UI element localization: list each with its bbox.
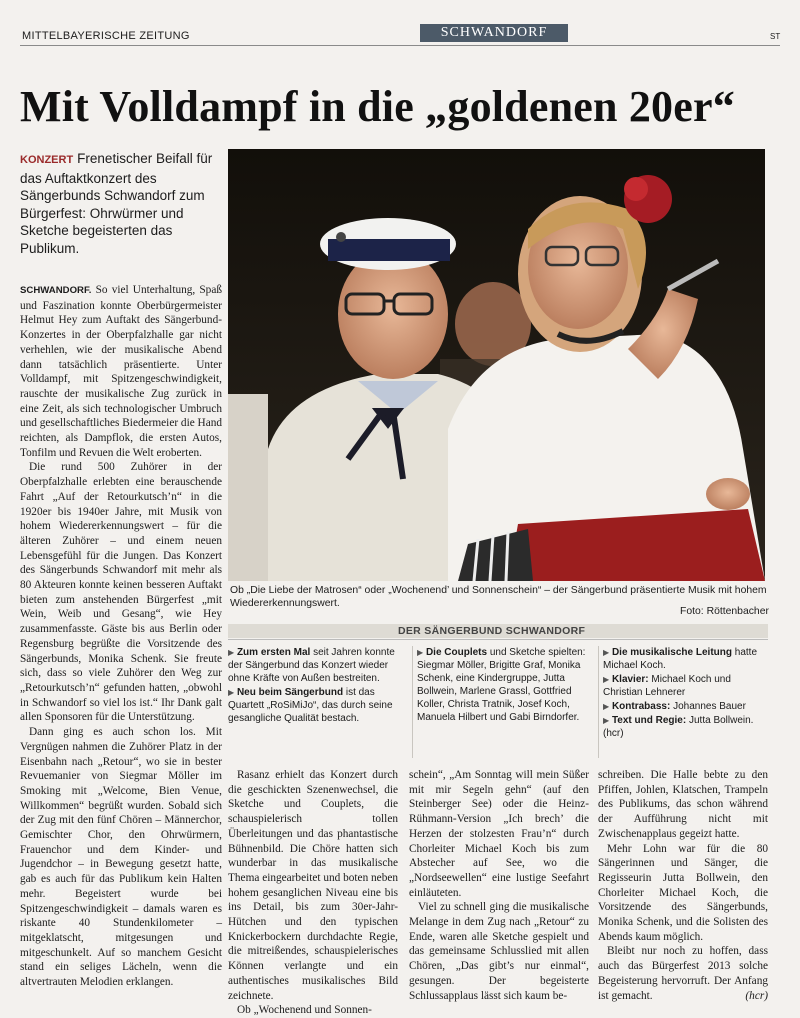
infobox-item-text: ist das Quartett „RoSiMiJo“, das durch seine gesangliche Qualität bestach. bbox=[228, 687, 393, 724]
photo-caption: Ob „Die Liebe der Matrosen“ oder „Wochenend’ und Sonnenschein“ – der Sängerbund präsentierte Musik mit hohem Wiedererkennungswert. bbox=[230, 585, 767, 609]
paragraph: Rasanz erhielt das Konzert durch die geschickten Szenenwechsel, die Sketche und Couplets, die schauspielerisch tollen Überleitungen und das phantastische Bühnenbild. Die Chöre hatten sich wunderbar in das musikalische Thema eingearbeitet und boten neben hohem gesanglichen Niveau eine bis ins Detail, bis zum 30er-Jahr-Hütchen und den typischen Knickerbockern durchdachte Regie, die mitreißendes, schauspielerisches Können verlangte und ein authentisches musikalisches Bild zeichnete. bbox=[228, 769, 399, 1002]
newspaper-name: MITTELBAYERISCHE ZEITUNG bbox=[22, 30, 190, 42]
article-column-bottom-1 bbox=[228, 768, 398, 1018]
arrow-icon: ▶ bbox=[228, 648, 235, 657]
author-signature: (hcr) bbox=[745, 989, 768, 1002]
infobox-item-lead: Zum ersten Mal bbox=[236, 647, 311, 658]
paragraph bbox=[598, 944, 768, 1003]
infobox-item-lead: Text und Regie: bbox=[611, 715, 687, 726]
infobox-item bbox=[417, 646, 597, 724]
paragraph-text: Bleibt nur noch zu hoffen, dass auch das Bürgerfest 2013 solche Begeisterung hervorruft. Der Anfang ist gemacht. bbox=[598, 945, 768, 1002]
arrow-icon: ▶ bbox=[603, 675, 610, 684]
article-photo bbox=[228, 149, 765, 581]
paragraph: Viel zu schnell ging die musikalische Melange in dem Zug nach „Retour“ zu Ende, waren alle Sketche gespielt und das gemeinsame Schlusslied mit allen Chören, „Das gibt’s nur einmal“, gesungen. Der begeisterte Schlussapplaus lässt sich kaum be- bbox=[409, 901, 589, 1002]
article-column-bottom-3 bbox=[598, 768, 768, 1003]
infobox-item-lead: Die Couplets bbox=[425, 647, 488, 658]
infobox-column-1 bbox=[228, 646, 412, 726]
infobox-item-text: hatte Michael Koch. bbox=[603, 647, 758, 671]
article-column-bottom-2 bbox=[409, 768, 589, 1003]
teaser-text: Frenetischer Beifall für das Auftaktkonzert des Sängerbunds Schwandorf zum Bürgerfest: Ohrwürmer und Sketche begeisterten das Publikum. bbox=[20, 151, 213, 256]
page-stub: ST bbox=[770, 32, 781, 41]
infobox-item-text: Michael Koch und Christian Lehnerer bbox=[603, 674, 731, 698]
arrow-icon: ▶ bbox=[603, 648, 610, 657]
infobox-item-lead: Kontrabass: bbox=[611, 701, 671, 712]
article-headline: Mit Volldampf in die „goldenen 20er“ bbox=[20, 82, 735, 131]
paragraph bbox=[20, 283, 222, 460]
arrow-icon: ▶ bbox=[603, 716, 610, 725]
photo-credit: Foto: Röttenbacher bbox=[680, 606, 769, 617]
paragraph: schein“, „Am Sonntag will mein Süßer mit mir Segeln gehn“ (auf den Steinberger See) oder die Heinz-Rühmann-Version „Ich brech’ die Herzen der stolzesten Frau’n“ durch Chorleiter Michael Koch bis zum Abstecher auf See, wo die „Nordseewellen“ eine lustige Seefahrt einläuteten. bbox=[409, 769, 589, 899]
infobox-divider bbox=[228, 639, 768, 640]
infobox-column-2 bbox=[417, 646, 597, 725]
column-divider bbox=[598, 646, 599, 758]
article-column-left bbox=[20, 283, 222, 990]
header-divider bbox=[20, 45, 780, 46]
infobox-item bbox=[603, 673, 771, 699]
infobox-item-text: Johannes Bauer bbox=[673, 701, 746, 712]
paragraph: Mehr Lohn war für die 80 Sängerinnen und Sänger, die Regisseurin Jutta Bollwein, den Chorleiter Michael Koch, die Vorsitzende des Sängerbunds, Monika Schenk, und die Solisten des Abends kaum möglich. bbox=[598, 842, 768, 943]
infobox-column-3 bbox=[603, 646, 771, 741]
infobox-item bbox=[603, 700, 771, 713]
section-label: SCHWANDORF bbox=[420, 24, 568, 42]
paragraph-text: So viel Unterhaltung, Spaß und Faszination konnte Oberbürgermeister Helmut Hey zum Auftakt des Sängerbund-Konzertes in der Oberpfalzhalle gar nicht verhehlen, wie der musikalische Abend dann tatsächlich präsentierte. Unter Volldampf, mit Spitzengeschwindigkeit, rauschte der musikalische Zug zurück in eine Zeit, als sich technologischer Umbruch und gesellschaftliches Biedermeier die Hand reichten, als Dampflok, die ersten Autos, Tonfilm und Revuen die Welt eroberten. bbox=[20, 284, 223, 459]
infobox-item-text: Jutta Bollwein. (hcr) bbox=[603, 715, 754, 739]
teaser-kicker: KONZERT bbox=[20, 154, 74, 166]
arrow-icon: ▶ bbox=[603, 702, 610, 711]
infobox-item-lead: Neu beim Sängerbund bbox=[236, 687, 344, 698]
infobox-item bbox=[603, 714, 771, 740]
paragraph: schreiben. Die Halle bebte zu den Pfiffen, Johlen, Klatschen, Trampeln des Publikums, das schon während der Aufführung nicht mit Zwischenapplaus gegeizt hatte. bbox=[598, 769, 768, 840]
arrow-icon: ▶ bbox=[228, 688, 235, 697]
infobox-item bbox=[603, 646, 771, 672]
paragraph: Dann ging es auch schon los. Mit Vergnügen nahmen die Zuhörer Platz in der Eisenbahn nach „Retour“, wo sie in bester Revuemanier von Siegmar Möller im Smoking mit „Welcome, Bien Venue, Willkommen“ begrüßt wurden. Sobald sich der Zug mit den fünf Chören – Männerchor, Gemischter Chor, den Ohrwürmern, Frauenchor und dem Kinder- und Jugendchor – in Bewegung gesetzt hatte, gab es auch für das Publikum kein Halten mehr. Begeistert wurde bei Spitzengeschwindigkeit – damals waren es riskante 40 Stundenkilometer – mitgeklatscht, mitgesungen und mitgeschunkelt. Auf so manchem Gesicht stand ein seliges Lächeln, wenn die altvertrauten Melodien erklangen. bbox=[20, 726, 222, 989]
arrow-icon: ▶ bbox=[417, 648, 424, 657]
article-teaser bbox=[20, 150, 220, 257]
paragraph: Die rund 500 Zuhörer in der Oberpfalzhalle erlebten eine berauschende Fahrt „Auf der Retourkutsch’n“ in die 1920er bis 1940er Jahre, mit Musik von hohem Wiedererkennungswert – für die älteren Zuhörer – und einem neuen Lebensgefühl für die Jungen. Das Konzert des Sängerbunds Schwandorf mit mehr als 80 Akteuren konnte keinen besseren Auftakt bieten zum anstehenden Bürgerfest „mit Wein, Weib und Gesang“, wie Hey zusammenfasste. Gäste bis aus Berlin oder Regensburg begrüßte die Vorsitzende des Sängerbunds, Monika Schenk. Sie freute sich, dass so viele Zuhörer den Weg zur „Retourkutsch’n“ gefunden hatten, „obwohl in Schwandorf so viel los ist.“ Ihr Dank galt allen Sponsoren für die Unterstützung. bbox=[20, 461, 222, 724]
infobox-item-lead: Klavier: bbox=[611, 674, 649, 685]
infobox-item-lead: Die musikalische Leitung bbox=[611, 647, 732, 658]
photo-illustration bbox=[228, 149, 765, 581]
infobox-item bbox=[228, 686, 412, 725]
infobox-title: DER SÄNGERBUND SCHWANDORF bbox=[228, 624, 768, 638]
infobox-item-text: seit Jahren konnte der Sängerbund das Konzert wieder ohne Kräfte von Außen bestreiten. bbox=[228, 647, 395, 684]
infobox-item-text: und Sketche spielten: Siegmar Möller, Brigitte Graf, Monika Schenk, eine Kindergruppe, Jutta Bollwein, Marlene Grassl, Gottfried Koller, Christa Tratnik, Josef Koch, Manuela Hilbert und Gabi Birndorfer. bbox=[417, 647, 586, 723]
paragraph: Ob „Wochenend und Sonnen- bbox=[237, 1004, 372, 1017]
column-divider bbox=[412, 646, 413, 758]
dateline: SCHWANDORF. bbox=[20, 285, 92, 296]
infobox-item bbox=[228, 646, 412, 685]
